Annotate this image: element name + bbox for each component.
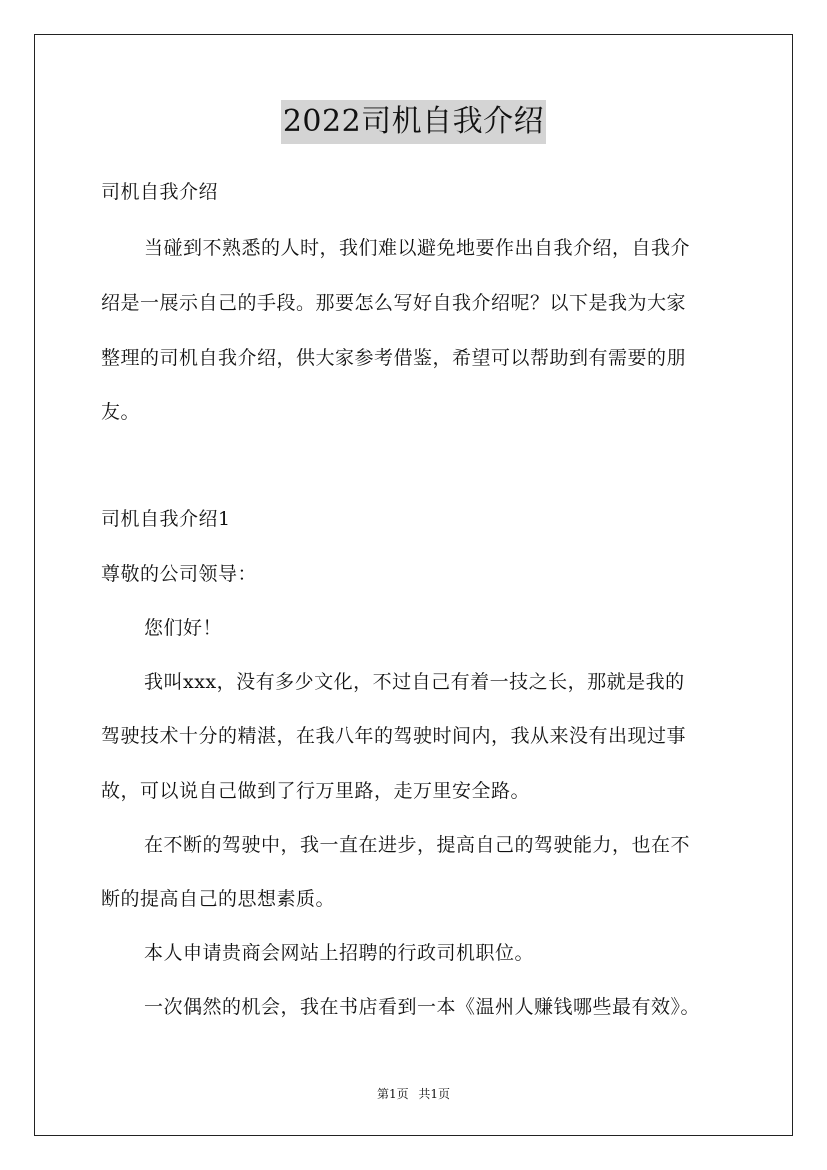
paragraph-line: 驾驶技术十分的精湛，在我八年的驾驶时间内，我从来没有出现过事 (101, 725, 687, 747)
paragraph-line: 友。 (101, 401, 141, 423)
section-heading: 司机自我介绍 (101, 181, 219, 203)
document-title: 2022司机自我介绍 (281, 100, 546, 144)
section-heading: 司机自我介绍1 (101, 508, 231, 530)
paragraph-line: 一次偶然的机会，我在书店看到一本《温州人赚钱哪些最有效》。 (144, 996, 701, 1018)
greeting: 您们好！ (144, 617, 223, 639)
paragraph-line: 故，可以说自己做到了行万里路，走万里安全路。 (101, 780, 531, 802)
salutation: 尊敬的公司领导： (101, 563, 258, 585)
paragraph-line: 绍是一展示自己的手段。那要怎么写好自我介绍呢？以下是我为大家 (101, 292, 687, 314)
paragraph-line: 整理的司机自我介绍，供大家参考借鉴，希望可以帮助到有需要的朋 (101, 347, 687, 369)
page-number: 第1页 (376, 1087, 409, 1101)
page-footer (0, 1085, 827, 1102)
paragraph-line: 本人申请贵商会网站上招聘的行政司机职位。 (144, 942, 535, 964)
paragraph-line: 断的提高自己的思想素质。 (101, 888, 336, 910)
paragraph-line: 在不断的驾驶中，我一直在进步，提高自己的驾驶能力，也在不 (144, 834, 691, 856)
title-container (0, 100, 827, 144)
page-total: 共1页 (418, 1087, 451, 1101)
paragraph-line: 我叫xxx，没有多少文化，不过自己有着一技之长，那就是我的 (144, 671, 685, 693)
paragraph-line: 当碰到不熟悉的人时，我们难以避免地要作出自我介绍，自我介 (144, 237, 691, 259)
